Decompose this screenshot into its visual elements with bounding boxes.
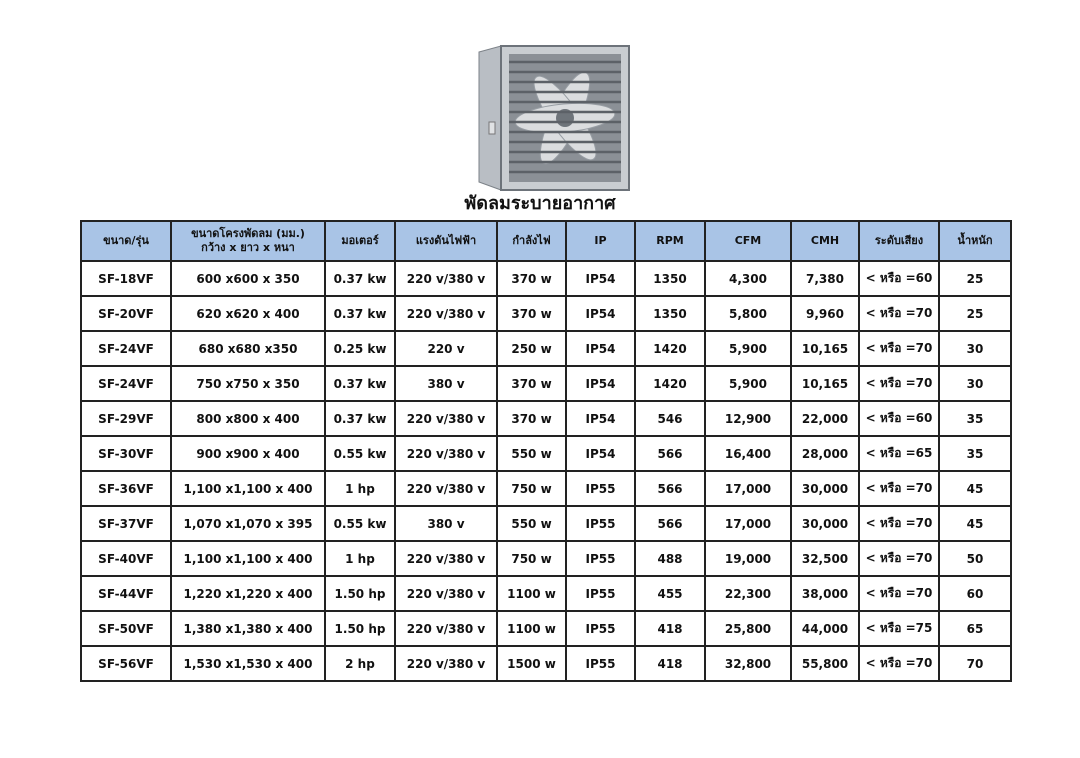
col-header-noise-level: ระดับเสียง [859,221,939,261]
cell-rpm: 418 [635,611,705,646]
cell-motor: 0.55 kw [325,506,395,541]
cell-rpm: 1350 [635,296,705,331]
cell-noise-level: < หรือ =75 [859,611,939,646]
table-row [81,296,1011,331]
cell-noise-level: < หรือ =70 [859,331,939,366]
cell-frame-size: 1,100 x1,100 x 400 [171,471,325,506]
cell-frame-size: 1,070 x1,070 x 395 [171,506,325,541]
cell-motor: 0.37 kw [325,366,395,401]
cell-weight: 50 [939,541,1011,576]
cell-cmh: 10,165 [791,331,859,366]
cell-weight: 70 [939,646,1011,681]
cell-voltage: 220 v/380 v [395,646,497,681]
cell-model: SF-40VF [81,541,171,576]
cell-motor: 0.55 kw [325,436,395,471]
col-header-frame-size-line1: ขนาดโครงพัดลม (มม.) [191,227,305,240]
cell-voltage: 220 v/380 v [395,401,497,436]
cell-voltage: 220 v [395,331,497,366]
table-row [81,576,1011,611]
cell-frame-size: 1,530 x1,530 x 400 [171,646,325,681]
header-row [81,221,1011,261]
cell-power: 370 w [497,296,566,331]
cell-ip: IP54 [566,261,635,296]
cell-cmh: 38,000 [791,576,859,611]
cell-model: SF-50VF [81,611,171,646]
cell-ip: IP55 [566,646,635,681]
col-header-power: กำลังไฟ [497,221,566,261]
cell-ip: IP55 [566,541,635,576]
table-row [81,331,1011,366]
table-row [81,401,1011,436]
cell-ip: IP55 [566,576,635,611]
cell-voltage: 380 v [395,506,497,541]
cell-motor: 0.37 kw [325,261,395,296]
cell-noise-level: < หรือ =70 [859,541,939,576]
col-header-model: ขนาด/รุ่น [81,221,171,261]
cell-motor: 0.25 kw [325,331,395,366]
cell-cmh: 30,000 [791,471,859,506]
cell-cmh: 22,000 [791,401,859,436]
cell-cfm: 4,300 [705,261,791,296]
cell-frame-size: 1,380 x1,380 x 400 [171,611,325,646]
cell-rpm: 546 [635,401,705,436]
cell-noise-level: < หรือ =70 [859,506,939,541]
table-body [81,261,1011,681]
cell-rpm: 566 [635,436,705,471]
cell-cfm: 17,000 [705,471,791,506]
cell-power: 750 w [497,541,566,576]
cell-model: SF-56VF [81,646,171,681]
cell-weight: 35 [939,436,1011,471]
cell-cmh: 32,500 [791,541,859,576]
col-header-cfm: CFM [705,221,791,261]
cell-frame-size: 680 x680 x350 [171,331,325,366]
cell-voltage: 220 v/380 v [395,261,497,296]
cell-weight: 30 [939,366,1011,401]
cell-cmh: 30,000 [791,506,859,541]
cell-motor: 1 hp [325,471,395,506]
cell-cmh: 55,800 [791,646,859,681]
cell-voltage: 220 v/380 v [395,296,497,331]
cell-cmh: 44,000 [791,611,859,646]
cell-cfm: 12,900 [705,401,791,436]
cell-rpm: 1350 [635,261,705,296]
cell-cfm: 16,400 [705,436,791,471]
cell-cfm: 25,800 [705,611,791,646]
cell-cfm: 22,300 [705,576,791,611]
cell-rpm: 566 [635,506,705,541]
cell-weight: 60 [939,576,1011,611]
spec-table [80,220,1012,682]
cell-motor: 2 hp [325,646,395,681]
col-header-cmh: CMH [791,221,859,261]
cell-rpm: 1420 [635,366,705,401]
cell-weight: 25 [939,261,1011,296]
cell-voltage: 220 v/380 v [395,541,497,576]
cell-cfm: 17,000 [705,506,791,541]
cell-weight: 35 [939,401,1011,436]
cell-model: SF-36VF [81,471,171,506]
cell-weight: 65 [939,611,1011,646]
cell-power: 550 w [497,506,566,541]
cell-frame-size: 800 x800 x 400 [171,401,325,436]
cell-cfm: 19,000 [705,541,791,576]
cell-ip: IP55 [566,506,635,541]
cell-model: SF-24VF [81,366,171,401]
cell-weight: 25 [939,296,1011,331]
cell-frame-size: 750 x750 x 350 [171,366,325,401]
table-row [81,366,1011,401]
table-row [81,436,1011,471]
cell-rpm: 1420 [635,331,705,366]
cell-noise-level: < หรือ =70 [859,471,939,506]
cell-noise-level: < หรือ =60 [859,401,939,436]
cell-frame-size: 1,100 x1,100 x 400 [171,541,325,576]
cell-cfm: 5,800 [705,296,791,331]
cell-cfm: 5,900 [705,366,791,401]
cell-noise-level: < หรือ =60 [859,261,939,296]
cell-weight: 30 [939,331,1011,366]
cell-frame-size: 1,220 x1,220 x 400 [171,576,325,611]
cell-power: 250 w [497,331,566,366]
cell-frame-size: 900 x900 x 400 [171,436,325,471]
cell-weight: 45 [939,506,1011,541]
col-header-frame-size-line2: กว้าง x ยาว x หนา [201,241,295,254]
col-header-weight: น้ำหนัก [939,221,1011,261]
cell-power: 1500 w [497,646,566,681]
cell-cmh: 28,000 [791,436,859,471]
cell-ip: IP54 [566,366,635,401]
cell-model: SF-29VF [81,401,171,436]
cell-model: SF-20VF [81,296,171,331]
cell-voltage: 220 v/380 v [395,471,497,506]
cell-ip: IP54 [566,296,635,331]
table-row [81,541,1011,576]
cell-frame-size: 620 x620 x 400 [171,296,325,331]
cell-power: 1100 w [497,576,566,611]
cell-weight: 45 [939,471,1011,506]
cell-ip: IP55 [566,611,635,646]
cell-rpm: 455 [635,576,705,611]
cell-cmh: 10,165 [791,366,859,401]
cell-cmh: 7,380 [791,261,859,296]
cell-power: 370 w [497,366,566,401]
cell-motor: 0.37 kw [325,401,395,436]
exhaust-fan-image [473,44,637,192]
table-row [81,261,1011,296]
cell-power: 750 w [497,471,566,506]
table-row [81,506,1011,541]
cell-model: SF-44VF [81,576,171,611]
cell-ip: IP54 [566,436,635,471]
cell-rpm: 566 [635,471,705,506]
cell-cmh: 9,960 [791,296,859,331]
col-header-frame-size [171,221,325,261]
exhaust-fan-icon [473,44,637,192]
cell-voltage: 380 v [395,366,497,401]
cell-noise-level: < หรือ =70 [859,296,939,331]
col-header-voltage: แรงดันไฟฟ้า [395,221,497,261]
table-row [81,471,1011,506]
page-title: พัดลมระบายอากาศ [464,193,616,214]
cell-ip: IP54 [566,331,635,366]
cell-motor: 1.50 hp [325,576,395,611]
cell-ip: IP54 [566,401,635,436]
cell-cfm: 32,800 [705,646,791,681]
cell-frame-size: 600 x600 x 350 [171,261,325,296]
col-header-motor: มอเตอร์ [325,221,395,261]
cell-power: 370 w [497,401,566,436]
cell-voltage: 220 v/380 v [395,611,497,646]
col-header-ip: IP [566,221,635,261]
cell-voltage: 220 v/380 v [395,576,497,611]
cell-noise-level: < หรือ =70 [859,646,939,681]
cell-noise-level: < หรือ =65 [859,436,939,471]
cell-noise-level: < หรือ =70 [859,576,939,611]
cell-model: SF-37VF [81,506,171,541]
cell-motor: 1 hp [325,541,395,576]
cell-power: 370 w [497,261,566,296]
table-row [81,611,1011,646]
cell-power: 1100 w [497,611,566,646]
cell-cfm: 5,900 [705,331,791,366]
table-row [81,646,1011,681]
cell-rpm: 488 [635,541,705,576]
cell-voltage: 220 v/380 v [395,436,497,471]
cell-ip: IP55 [566,471,635,506]
cell-model: SF-30VF [81,436,171,471]
cell-rpm: 418 [635,646,705,681]
cell-noise-level: < หรือ =70 [859,366,939,401]
cell-motor: 1.50 hp [325,611,395,646]
cell-model: SF-18VF [81,261,171,296]
cell-model: SF-24VF [81,331,171,366]
col-header-rpm: RPM [635,221,705,261]
cell-motor: 0.37 kw [325,296,395,331]
cell-power: 550 w [497,436,566,471]
